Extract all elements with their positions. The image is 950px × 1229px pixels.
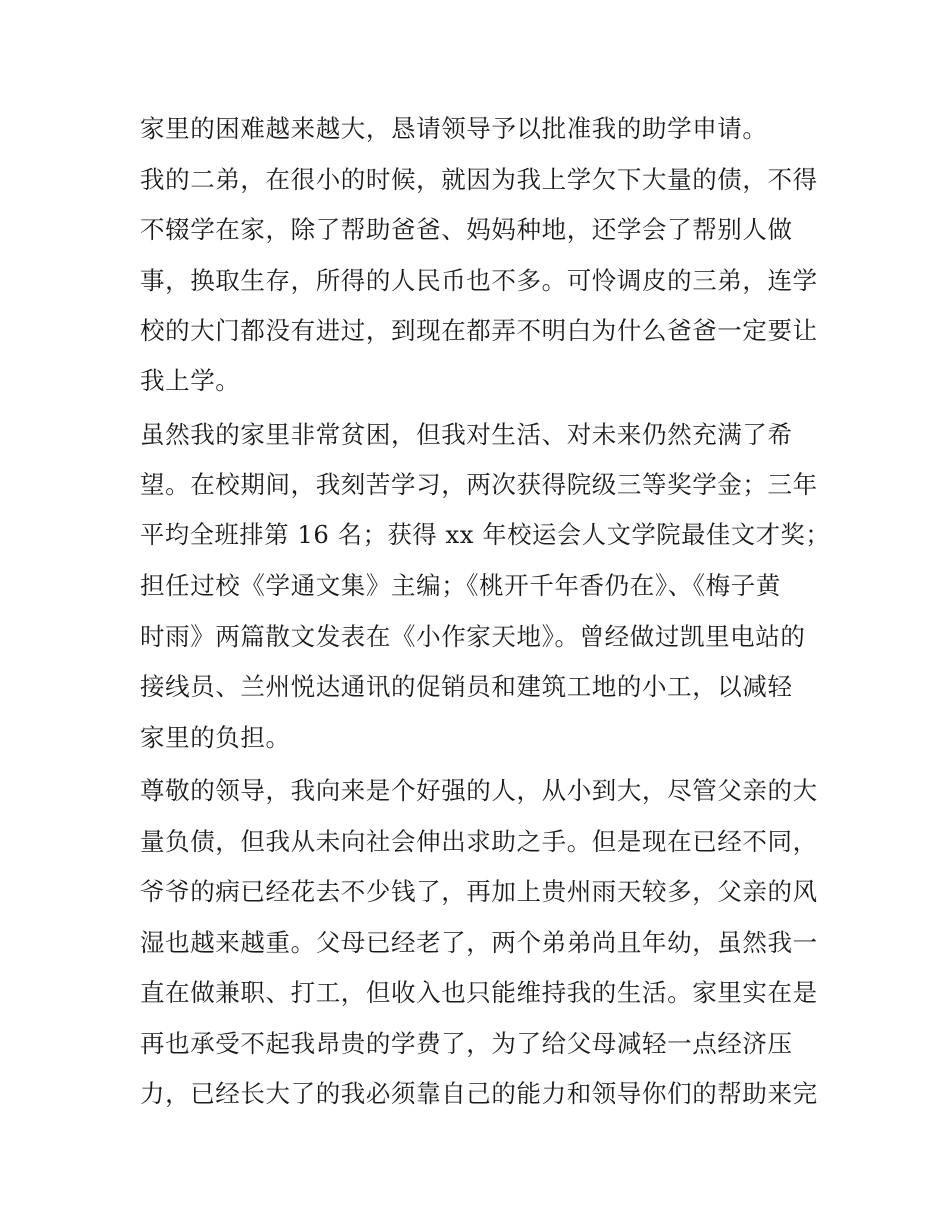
- text-line: 量负债，但我从未向社会伸出求助之手。但是现在已经不同，: [140, 827, 818, 856]
- text-line: 直在做兼职、打工，但收入也只能维持我的生活。家里实在是: [140, 978, 818, 1007]
- text-line: 担任过校《学通文集》主编；《桃开千年香仍在》、《梅子黄: [140, 571, 781, 600]
- text-line: 家里的困难越来越大，恳请领导予以批准我的助学申请。: [140, 114, 768, 143]
- text-line: 我上学。: [140, 366, 241, 395]
- text-line: 事，换取生存，所得的人民币也不多。可怜调皮的三弟，连学: [140, 266, 818, 295]
- text-line: 再也承受不起我昂贵的学费了，为了给父母减轻一点经济压: [140, 1029, 793, 1058]
- text-line: 力，已经长大了的我必须靠自己的能力和领导你们的帮助来完: [140, 1079, 818, 1108]
- text-line: 湿也越来越重。父母已经老了，两个弟弟尚且年幼，虽然我一: [140, 928, 818, 957]
- text-line: 时雨》两篇散文发表在《小作家天地》。曾经做过凯里电站的: [140, 622, 806, 651]
- text-line: 接线员、兰州悦达通讯的促销员和建筑工地的小工，以减轻: [140, 672, 793, 701]
- text-line: 我的二弟，在很小的时候，就因为我上学欠下大量的债，不得: [140, 165, 818, 194]
- text-line: 虽然我的家里非常贫困，但我对生活、对未来仍然充满了希: [140, 420, 793, 449]
- text-line: 爷爷的病已经花去不少钱了，再加上贵州雨天较多，父亲的风: [140, 877, 818, 906]
- text-line: 校的大门都没有进过，到现在都弄不明白为什么爸爸一定要让: [140, 316, 818, 345]
- text-line: 家里的负担。: [140, 723, 291, 752]
- text-line: 不辍学在家，除了帮助爸爸、妈妈种地，还学会了帮别人做: [140, 215, 793, 244]
- text-line: 平均全班排第 16 名；获得 xx 年校运会人文学院最佳文才奖；: [140, 520, 831, 549]
- text-line: 尊敬的领导，我向来是个好强的人，从小到大，尽管父亲的大: [140, 776, 818, 805]
- text-line: 望。在校期间，我刻苦学习，两次获得院级三等奖学金；三年: [140, 470, 818, 499]
